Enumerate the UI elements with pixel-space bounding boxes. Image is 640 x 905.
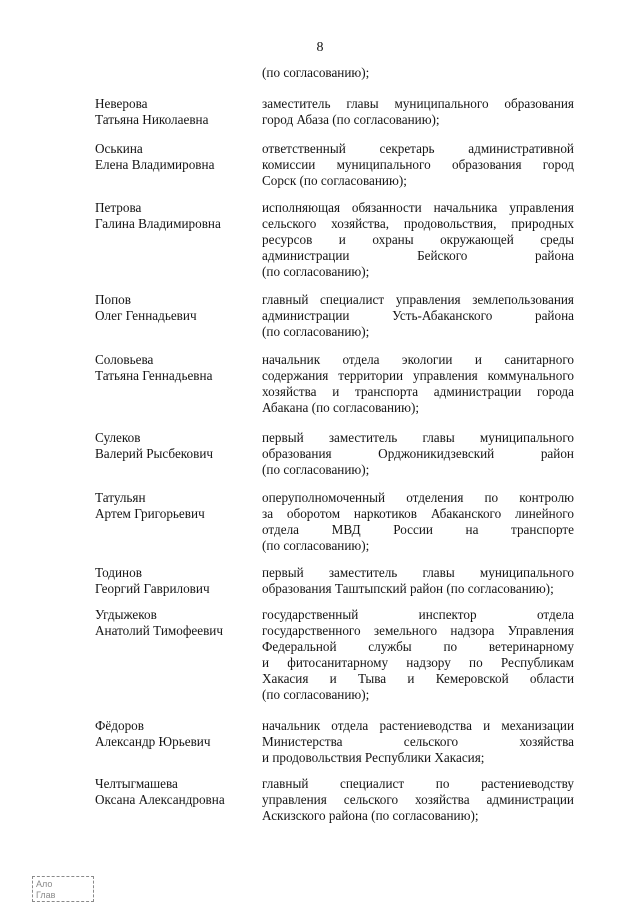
member-role-line: за оборотом наркотиков Абаканского линейного [262,506,574,521]
member-surname: Неверова [95,96,148,111]
member-role [262,141,574,189]
member-role-line: Сорск (по согласованию); [262,173,407,188]
member-role-line: Хакасия и Тыва и Кемеровской области [262,671,574,686]
member-role [262,490,574,554]
member-role-line: исполняющая обязанности начальника управления [262,200,574,215]
continuation-text: (по согласованию); [262,65,370,80]
member-role-line: заместитель главы муниципального образования [262,96,574,111]
member-role [262,718,574,766]
member-name [95,490,255,522]
member-role-line: и продовольствия Республики Хакасия; [262,750,485,765]
member-given-name: Оксана Александровна [95,792,225,807]
member-role-line: оперуполномоченный отделения по контролю [262,490,574,505]
member-surname: Фёдоров [95,718,144,733]
member-surname: Угдыжеков [95,607,157,622]
member-role-line: город Абаза (по согласованию); [262,112,440,127]
member-surname: Челтыгмашева [95,776,178,791]
member-surname: Тодинов [95,565,142,580]
member-name [95,141,255,173]
member-role-line: главный специалист по растениеводству [262,776,574,791]
member-name [95,96,255,128]
member-role-line: (по согласованию); [262,264,370,279]
member-role-line: Федеральной службы по ветеринарному [262,639,574,654]
member-role [262,200,574,280]
member-given-name: Георгий Гаврилович [95,581,210,596]
member-name [95,776,255,808]
member-role-line: ответственный секретарь административной [262,141,574,156]
document-stamp [32,876,94,902]
member-role [262,607,574,703]
member-given-name: Валерий Рысбекович [95,446,214,461]
member-role-line: государственный инспектор отдела [262,607,574,622]
stamp-line-1: Ало [36,879,53,889]
member-role-line: администрации Бейского района [262,248,574,263]
member-role-line: образования Таштыпский район (по согласованию); [262,581,554,596]
member-role-line: сельского хозяйства, продовольствия, природных [262,216,574,231]
member-role-line: государственного земельного надзора Управления [262,623,574,638]
member-role-line: начальник отдела растениеводства и механизации [262,718,574,733]
member-surname: Попов [95,292,131,307]
member-name [95,718,255,750]
member-given-name: Татьяна Геннадьевна [95,368,213,383]
member-role [262,352,574,416]
member-role-line: Аскизского района (по согласованию); [262,808,479,823]
member-role-line: администрации Усть-Абаканского района [262,308,574,323]
member-given-name: Олег Геннадьевич [95,308,197,323]
member-given-name: Анатолий Тимофеевич [95,623,223,638]
member-surname: Сулеков [95,430,141,445]
member-role [262,776,574,824]
member-surname: Татульян [95,490,146,505]
member-surname: Оськина [95,141,143,156]
member-role-line: Министерства сельского хозяйства [262,734,574,749]
member-role-line: (по согласованию); [262,324,370,339]
member-role-line: Абакана (по согласованию); [262,400,420,415]
member-role-line: комиссии муниципального образования город [262,157,574,172]
member-surname: Петрова [95,200,142,215]
member-role [262,565,574,597]
member-role-line: содержания территории управления коммунального [262,368,574,383]
member-role [262,430,574,478]
member-role-line: первый заместитель главы муниципального [262,430,574,445]
member-role-line: управления сельского хозяйства администрации [262,792,574,807]
member-given-name: Александр Юрьевич [95,734,211,749]
member-given-name: Галина Владимировна [95,216,221,231]
member-role-line: и фитосанитарному надзору по Республикам [262,655,574,670]
member-role-line: (по согласованию); [262,462,370,477]
member-role [262,96,574,128]
member-role-line: отдела МВД России на транспорте [262,522,574,537]
member-name [95,430,255,462]
member-role-line: (по согласованию); [262,687,370,702]
member-name [95,200,255,232]
page-number: 8 [316,40,324,55]
member-given-name: Артем Григорьевич [95,506,205,521]
member-role-line: (по согласованию); [262,538,370,553]
member-name [95,352,255,384]
member-role-line: начальник отдела экологии и санитарного [262,352,574,367]
member-name [95,607,255,639]
member-role-line: главный специалист управления землепользования [262,292,574,307]
member-role-line: первый заместитель главы муниципального [262,565,574,580]
stamp-line-2: Глав [36,890,56,900]
member-given-name: Елена Владимировна [95,157,215,172]
member-role-line: образования Орджоникидзевский район [262,446,574,461]
member-role-line: ресурсов и охраны окружающей среды [262,232,574,247]
member-role-line: хозяйства и транспорта администрации города [262,384,574,399]
member-name [95,565,255,597]
member-name [95,292,255,324]
member-surname: Соловьева [95,352,154,367]
member-given-name: Татьяна Николаевна [95,112,209,127]
member-role [262,292,574,340]
